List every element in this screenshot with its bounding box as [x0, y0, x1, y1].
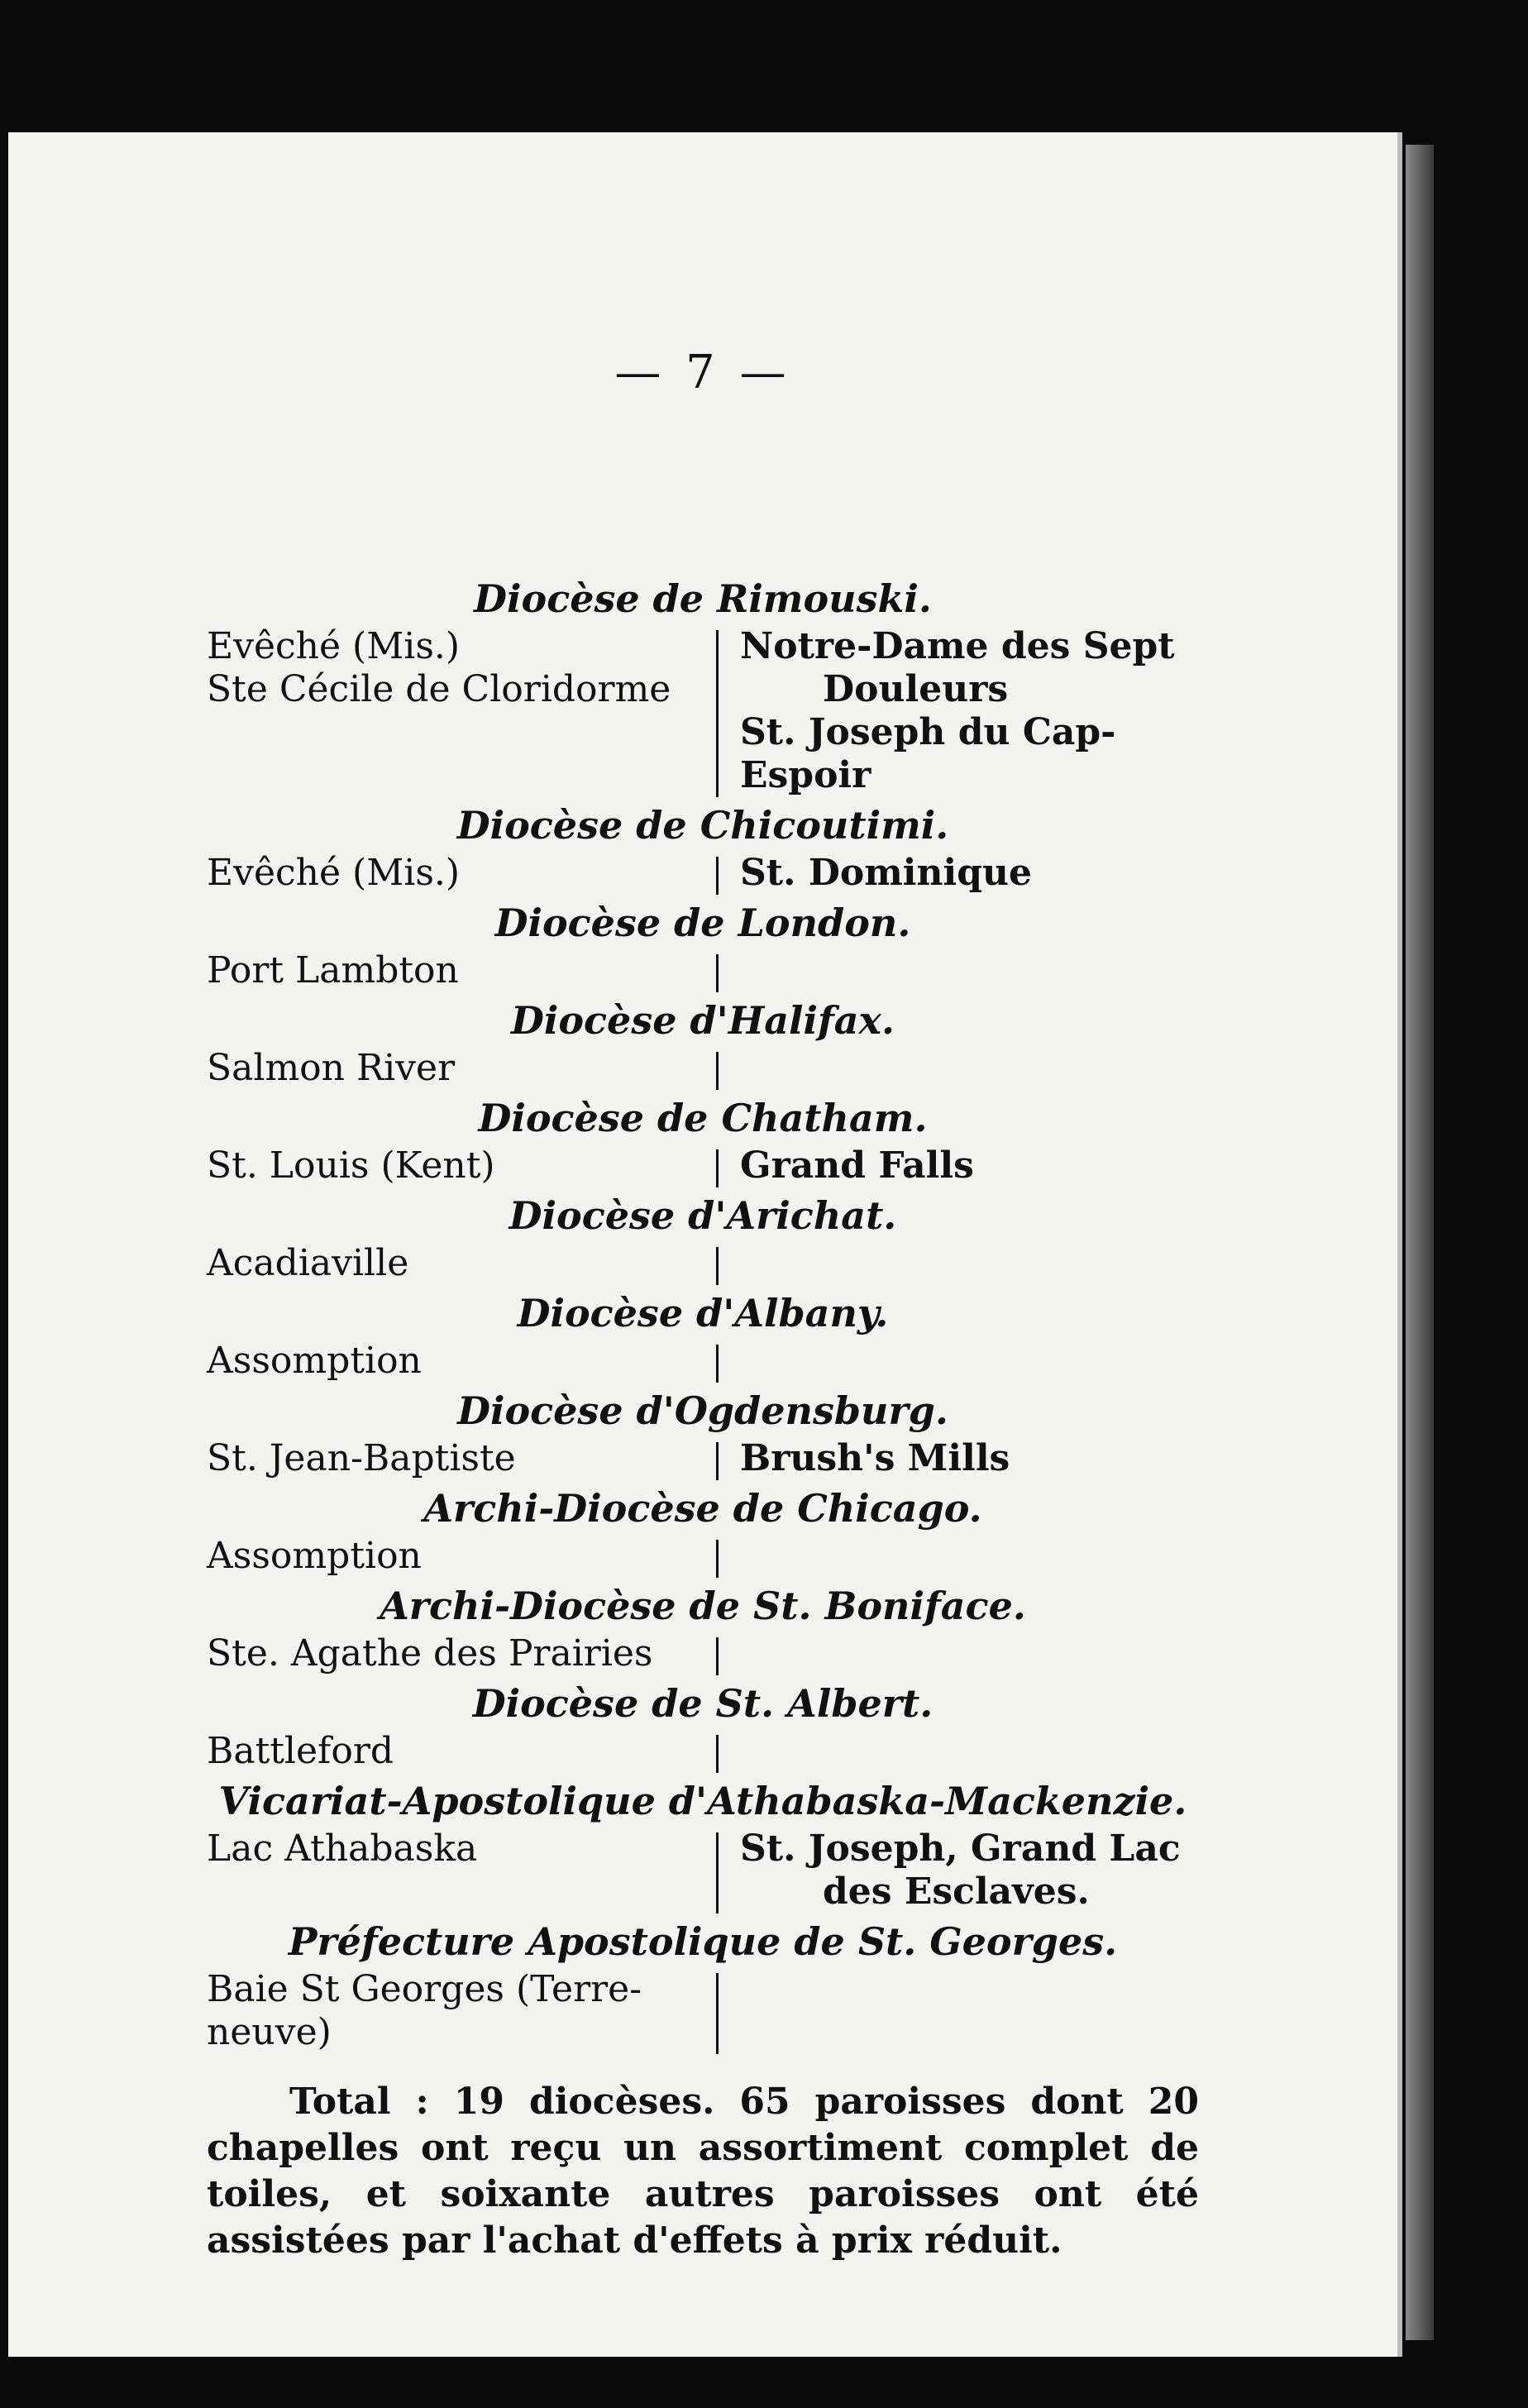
- parish-right-column: [740, 1968, 1199, 2011]
- column-divider: [716, 1832, 719, 1913]
- column-divider: [716, 1247, 719, 1285]
- column-divider: [716, 857, 719, 895]
- parish-name: St. Joseph, Grand Lac: [740, 1828, 1181, 1870]
- page-number: — 7 —: [614, 346, 791, 399]
- parish-name: Ste. Agathe des Prairies: [207, 1632, 653, 1675]
- parish-name: des Esclaves.: [823, 1870, 1090, 1913]
- diocese-heading: Diocèse d'Albany.: [517, 1291, 889, 1335]
- parish-name: Lac Athabaska: [207, 1828, 478, 1870]
- parish-left-column: [207, 1632, 703, 1675]
- parish-row: [207, 1535, 1199, 1578]
- parish-name: Notre-Dame des Sept: [740, 625, 1175, 667]
- parish-left-column: [207, 1535, 703, 1578]
- parish-row: [207, 1144, 1199, 1187]
- parish-row: [207, 625, 1199, 797]
- parish-left-column: [207, 1968, 703, 2054]
- column-divider: [716, 1442, 719, 1480]
- parish-row: [207, 852, 1199, 895]
- parish-name: Baie St Georges (Terre-: [207, 1968, 642, 2010]
- parish-row: [207, 1047, 1199, 1090]
- parish-name: Salmon River: [207, 1047, 456, 1089]
- column-divider: [716, 1345, 719, 1383]
- diocese-heading: Diocèse de Chicoutimi.: [456, 803, 949, 848]
- parish-row: [207, 1730, 1199, 1773]
- column-divider: [716, 1735, 719, 1773]
- parish-name: Douleurs: [823, 668, 1009, 710]
- parish-left-column: [207, 1828, 703, 1870]
- parish-left-column: [207, 1144, 703, 1187]
- column-divider: [716, 954, 719, 992]
- parish-left-column: [207, 949, 703, 992]
- diocese-heading: Diocèse d'Arichat.: [509, 1193, 897, 1238]
- parish-name: Grand Falls: [740, 1144, 974, 1187]
- parish-right-column: [740, 1828, 1199, 1913]
- parish-name: St. Joseph du Cap-Espoir: [740, 711, 1116, 796]
- parish-right-column: [740, 852, 1199, 895]
- column-divider: [716, 630, 719, 797]
- diocese-heading: Archi-Diocèse de Chicago.: [423, 1486, 982, 1531]
- parish-name: St. Louis (Kent): [207, 1144, 495, 1187]
- diocese-heading: Diocèse d'Halifax.: [511, 998, 895, 1043]
- parish-right-column: [740, 949, 1199, 992]
- parish-right-column: [740, 1535, 1199, 1578]
- parish-left-column: [207, 852, 703, 895]
- parish-right-column: [740, 1242, 1199, 1285]
- total-paragraph: Total : 19 diocèses. 65 paroisses dont 20 chapelles ont reçu un assortiment complet de toiles, et soixante autres paroisses ont été assistées par l'achat d'effets à prix réduit.: [207, 2081, 1199, 2262]
- parish-left-column: [207, 1242, 703, 1285]
- parish-left-column: [207, 1047, 703, 1090]
- parish-row: [207, 1340, 1199, 1383]
- parish-row: [207, 1437, 1199, 1480]
- diocese-heading: Archi-Diocèse de St. Boniface.: [380, 1584, 1026, 1628]
- parish-name: St. Jean-Baptiste: [207, 1437, 516, 1479]
- parish-right-column: [740, 625, 1199, 797]
- parish-right-column: [740, 1144, 1199, 1187]
- book-page: [8, 132, 1402, 2357]
- diocese-heading: Diocèse de London.: [494, 901, 911, 945]
- page-content: [207, 571, 1199, 2300]
- parish-name: Port Lambton: [207, 949, 459, 991]
- parish-left-column: [207, 1437, 703, 1480]
- parish-right-column: [740, 1340, 1199, 1383]
- parish-right-column: [740, 1632, 1199, 1675]
- parish-left-column: [207, 1730, 703, 1773]
- parish-name: neuve): [207, 2011, 332, 2053]
- diocese-heading: Diocèse de St. Albert.: [472, 1681, 934, 1726]
- diocese-heading: Diocèse de Rimouski.: [474, 576, 932, 621]
- diocese-heading: Préfecture Apostolique de St. Georges.: [288, 1919, 1118, 1964]
- parish-row: [207, 1968, 1199, 2054]
- column-divider: [716, 1973, 719, 2054]
- parish-right-column: [740, 1047, 1199, 1090]
- parish-name: Evêché (Mis.): [207, 625, 461, 667]
- parish-left-column: [207, 1340, 703, 1383]
- diocese-heading: Vicariat-Apostolique d'Athabaska-Mackenzie.: [218, 1779, 1187, 1823]
- parish-name: Brush's Mills: [740, 1437, 1010, 1479]
- parish-name: St. Dominique: [740, 852, 1032, 894]
- diocese-heading: Diocèse de Chatham.: [478, 1096, 928, 1140]
- parish-name: Evêché (Mis.): [207, 852, 461, 894]
- diocese-heading: Diocèse d'Ogdensburg.: [457, 1388, 948, 1433]
- parish-row: [207, 1632, 1199, 1675]
- parish-row: [207, 1242, 1199, 1285]
- parish-row: [207, 1828, 1199, 1913]
- parish-right-column: [740, 1730, 1199, 1773]
- parish-name: Acadiaville: [207, 1242, 409, 1284]
- parish-row: [207, 949, 1199, 992]
- column-divider: [716, 1540, 719, 1578]
- parish-name: Battleford: [207, 1730, 394, 1772]
- parish-name: Assomption: [207, 1535, 422, 1577]
- parish-left-column: [207, 625, 703, 711]
- column-divider: [716, 1052, 719, 1090]
- column-divider: [716, 1149, 719, 1187]
- parish-name: Ste Cécile de Cloridorme: [207, 668, 671, 710]
- parish-name: Assomption: [207, 1340, 422, 1382]
- parish-right-column: [740, 1437, 1199, 1480]
- page-edge: [1406, 145, 1434, 2340]
- column-divider: [716, 1637, 719, 1675]
- diocese-list: [207, 572, 1199, 2054]
